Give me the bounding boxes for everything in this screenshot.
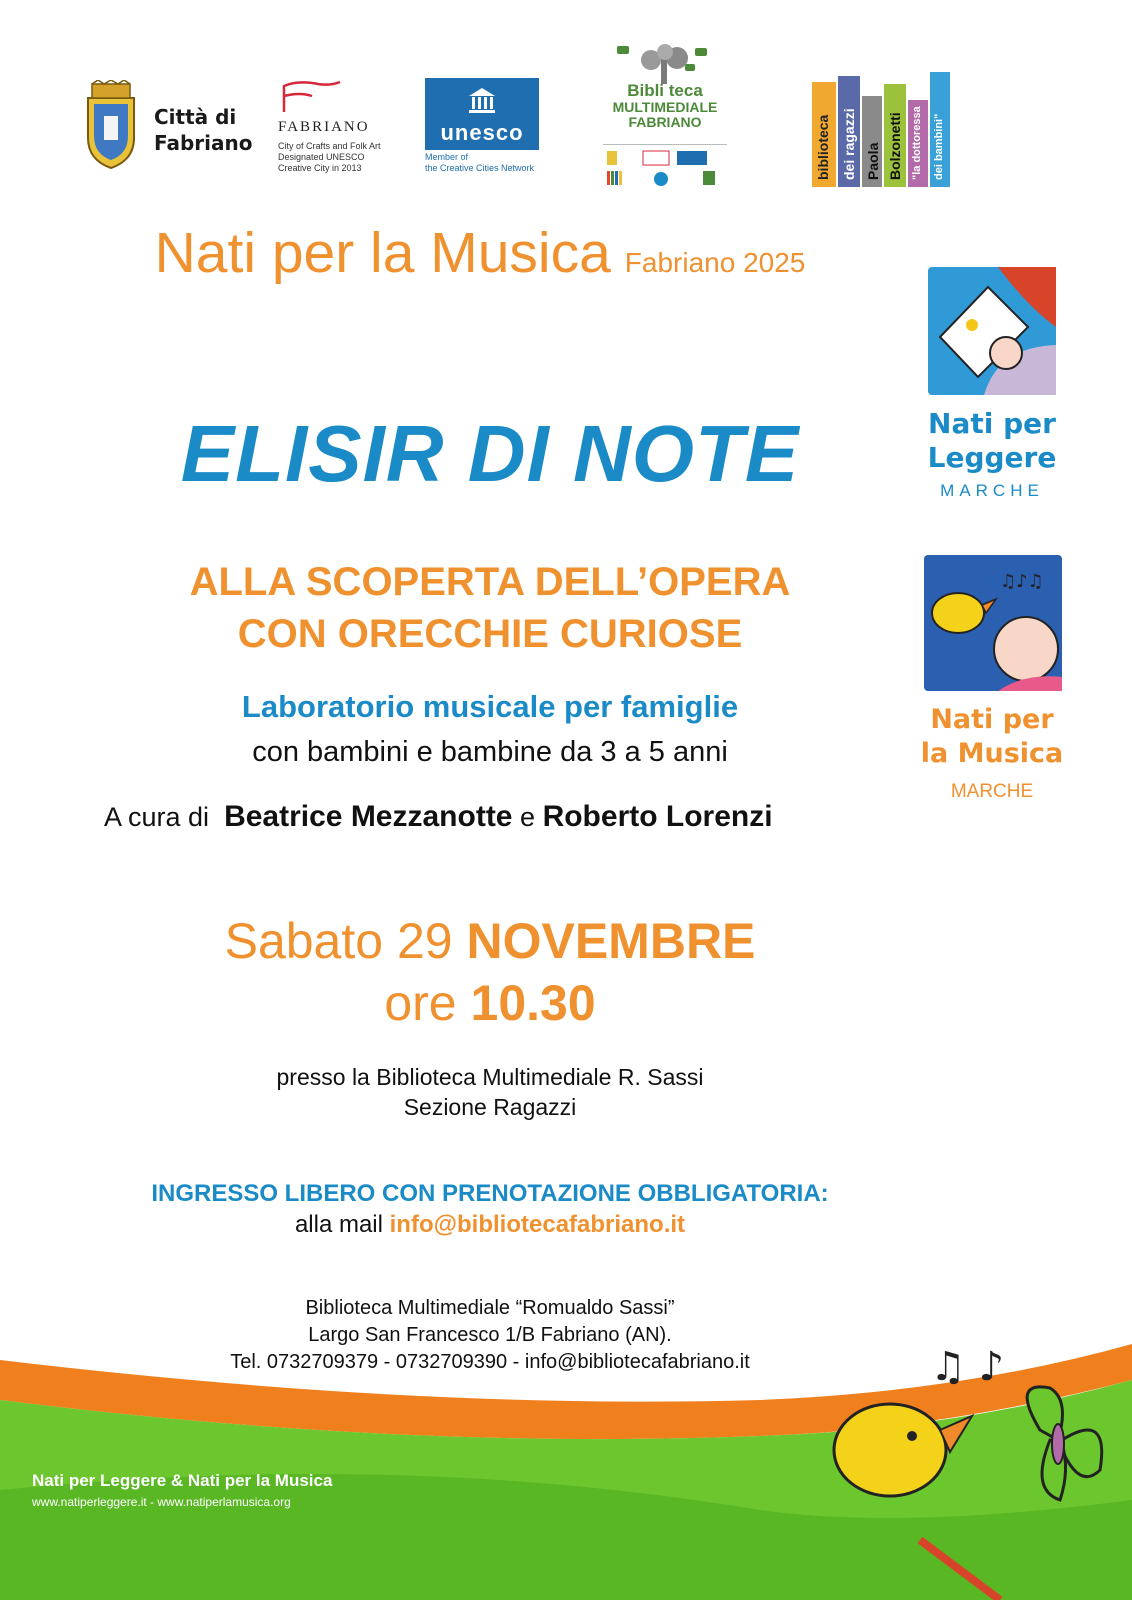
book-spine-3: Paola (865, 142, 881, 180)
band-title: Nati per Leggere & Nati per la Musica (32, 1471, 333, 1490)
npm-title: Nati per la Musica (920, 704, 1064, 769)
event-time: 10.30 (470, 975, 596, 1031)
unesco-word: unesco (440, 120, 524, 145)
address-line-2: Largo San Francesco 1/B Fabriano (AN). (308, 1324, 672, 1346)
citta-text: Città di Fabriano (154, 105, 253, 155)
lab-title: Laboratorio musicale per famiglie (241, 689, 739, 724)
cura-prefix: A cura di (104, 802, 210, 832)
biblioteca-ragazzi-logo (812, 72, 962, 187)
bird-child-icon (924, 555, 1062, 691)
curator-2: Roberto Lorenzi (542, 800, 773, 833)
place-line-1: presso la Biblioteca Multimediale R. Sassi (276, 1064, 704, 1090)
mail-link[interactable]: info@bibliotecafabriano.it (389, 1211, 686, 1238)
book-spine-6: dei bambini" (933, 113, 945, 180)
mail-prefix: alla mail (294, 1211, 383, 1238)
place-line-2: Sezione Ragazzi (403, 1094, 577, 1120)
event-day: Sabato 29 (224, 913, 453, 969)
svg-text:♫ ♪: ♫ ♪ (930, 1344, 1005, 1390)
unesco-box (425, 78, 539, 150)
citta-di-fabriano-logo (80, 80, 253, 175)
booking-mail (0, 1211, 980, 1239)
fabriano-name: FABRIANO (278, 119, 370, 135)
reading-child-icon (928, 267, 1056, 395)
event-title: ELISIR DI NOTE (180, 409, 800, 498)
book-spine-5: "la dottoressa (911, 106, 923, 180)
book-spine-1: biblioteca (815, 114, 831, 180)
unesco-sub: Member of the Creative Cities Network (425, 152, 535, 173)
series-title (0, 220, 960, 286)
event-month: NOVEMBRE (466, 913, 756, 969)
npl-region: MARCHE (940, 481, 1044, 500)
series-year: Fabriano 2025 (624, 247, 806, 278)
fabriano-mark-icon (278, 78, 348, 114)
curators (104, 800, 1004, 834)
nati-per-la-musica-logo (920, 555, 1064, 805)
book-spine-2: dei ragazzi (841, 108, 857, 180)
partner-logos-icon (603, 145, 727, 189)
fabriano-creative-city-logo (278, 78, 408, 178)
series-title-main: Nati per la Musica (154, 221, 611, 285)
event-ore: ore (384, 975, 457, 1031)
bird-butterfly-illustration-icon (800, 1340, 1130, 1600)
subtitle-line-1: ALLA SCOPERTA DELL’OPERA (189, 560, 791, 604)
svg-text:♫♪♫: ♫♪♫ (1000, 571, 1044, 592)
subtitle-line-2: CON ORECCHIE CURIOSE (237, 612, 743, 656)
biblio-partner-strip (603, 144, 727, 189)
lab-audience: con bambini e bambine da 3 a 5 anni (252, 736, 728, 768)
npm-region: MARCHE (950, 781, 1034, 802)
band-urls: www.natiperleggere.it - www.natiperlamusica.org (32, 1495, 291, 1509)
biblioteca-multimediale-logo (603, 44, 727, 189)
event-date (0, 910, 980, 1034)
city-crest-icon (80, 80, 142, 170)
book-spine-4: Bolzonetti (887, 112, 903, 180)
event-place (0, 1062, 980, 1122)
cura-conj: e (520, 802, 536, 832)
admission-note: INGRESSO LIBERO CON PRENOTAZIONE OBBLIGATORIA: (151, 1180, 829, 1207)
temple-icon (467, 86, 497, 114)
address-line-1: Biblioteca Multimediale “Romualdo Sassi” (305, 1297, 675, 1319)
address-line-3: Tel. 0732709379 - 0732709390 - info@bibliotecafabriano.it (230, 1351, 750, 1373)
tree-icon (603, 44, 727, 84)
fabriano-sub: City of Crafts and Folk Art Designated UNESCO Creative City in 2013 (278, 141, 381, 173)
biblio-title: Bibli teca (627, 81, 703, 100)
npl-title: Nati per Leggere (927, 407, 1057, 474)
unesco-logo (425, 78, 545, 178)
event-subtitle (0, 556, 980, 660)
nati-per-leggere-logo (924, 267, 1060, 507)
curator-1: Beatrice Mezzanotte (224, 800, 513, 833)
biblio-subtitle: MULTIMEDIALE FABRIANO (612, 99, 718, 130)
